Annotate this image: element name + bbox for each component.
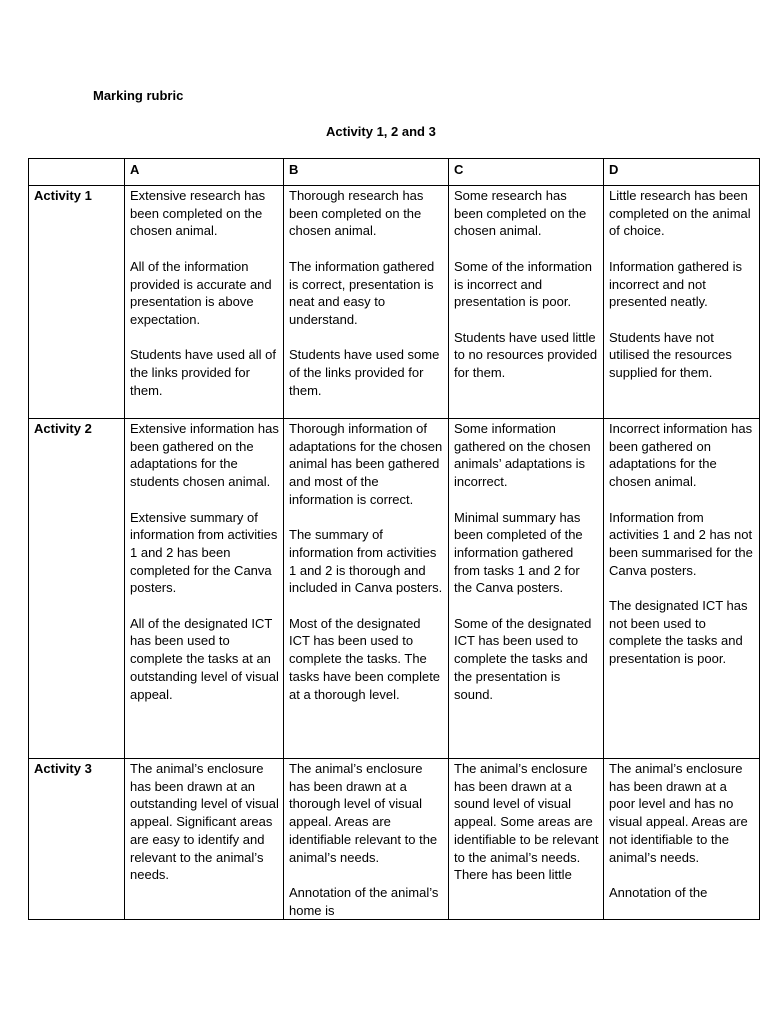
rubric-cell [284, 419, 449, 759]
table-row-activity-1 [29, 186, 760, 419]
header-cell-d: D [604, 159, 760, 186]
cell-paragraph: Most of the designated ICT has been used to complete the tasks. The tasks have been complete at a thorough level. [289, 615, 441, 702]
document-title: Marking rubric [93, 88, 184, 103]
rubric-cell [284, 759, 449, 920]
header-cell-b: B [284, 159, 449, 186]
cell-paragraph: Annotation of the animal’s home is [289, 884, 439, 918]
row-label-activity-1: Activity 1 [29, 186, 125, 419]
cell-paragraph: The designated ICT has not been used to complete the tasks and presentation is poor. [609, 598, 748, 667]
rubric-cell [604, 186, 760, 419]
table-row-activity-3 [29, 759, 760, 920]
cell-paragraph: Extensive research has been completed on the chosen animal. [130, 188, 266, 239]
cell-paragraph: Students have not utilised the resources supplied for them. [609, 329, 732, 380]
rubric-cell [125, 186, 284, 419]
cell-paragraph: Some information gathered on the chosen animals’ adaptations is incorrect. [454, 421, 591, 490]
cell-paragraph: Information from activities 1 and 2 has not been summarised for the Canva posters. [609, 509, 753, 578]
cell-paragraph: Students have used all of the links provided for them. [130, 347, 276, 398]
rubric-table [28, 158, 760, 920]
cell-paragraph: Students have used little to no resources provided for them. [454, 329, 598, 380]
rubric-cell [284, 186, 449, 419]
cell-paragraph: Minimal summary has been completed of the information gathered from tasks 1 and 2 for the Canva posters. [454, 509, 583, 596]
cell-paragraph: Extensive information has been gathered on the adaptations for the students chosen animal. [130, 421, 279, 490]
rubric-cell [125, 419, 284, 759]
header-cell-c: C [449, 159, 604, 186]
cell-paragraph: Incorrect information has been gathered on adaptations for the chosen animal. [609, 421, 753, 490]
rubric-cell [449, 759, 604, 920]
cell-paragraph: Some of the information is incorrect and presentation is poor. [454, 258, 593, 310]
cell-paragraph: Some research has been completed on the chosen animal. [454, 188, 587, 239]
rubric-cell [604, 759, 760, 920]
row-label-activity-2: Activity 2 [29, 419, 125, 759]
cell-paragraph: The animal’s enclosure has been drawn at an outstanding level of visual appeal. Significant areas are easy to identify and relevant to the animal’s needs. [130, 761, 279, 883]
rubric-cell [604, 419, 760, 759]
cell-paragraph: Thorough research has been completed on the chosen animal. [289, 188, 424, 239]
cell-paragraph: All of the information provided is accurate and presentation is above expectation. [130, 258, 272, 327]
cell-paragraph: The animal’s enclosure has been drawn at a sound level of visual appeal. Some areas are identifiable to be relevant to the animal’s needs. There has been little [454, 761, 599, 883]
cell-paragraph: Some of the designated ICT has been used to complete the tasks and the presentation is sound. [454, 615, 592, 702]
cell-paragraph: The animal’s enclosure has been drawn at a poor level and has no visual appeal. Areas are not identifiable to the animal’s needs. [609, 761, 748, 865]
cell-paragraph: The information gathered is correct, presentation is neat and easy to understand. [289, 258, 435, 327]
cell-paragraph: Thorough information of adaptations for the chosen animal has been gathered and most of the information is correct. [289, 421, 443, 507]
document-subtitle: Activity 1, 2 and 3 [326, 124, 436, 139]
cell-paragraph: Extensive summary of information from activities 1 and 2 has been completed for the Canva posters. [130, 509, 278, 596]
rubric-cell [449, 419, 604, 759]
cell-paragraph: Students have used some of the links provided for them. [289, 347, 440, 398]
cell-paragraph: Little research has been completed on the animal of choice. [609, 188, 751, 239]
rubric-cell [449, 186, 604, 419]
row-label-activity-3: Activity 3 [29, 759, 125, 920]
table-row-activity-2 [29, 419, 760, 759]
rubric-cell [125, 759, 284, 920]
header-cell-a: A [125, 159, 284, 186]
cell-paragraph: The animal’s enclosure has been drawn at a thorough level of visual appeal. Areas are identifiable relevant to the animal’s needs. [289, 761, 438, 865]
cell-paragraph: Information gathered is incorrect and not presented neatly. [609, 258, 742, 310]
header-row [29, 159, 760, 186]
header-cell-empty [29, 159, 125, 186]
cell-paragraph: Annotation of the [609, 884, 708, 900]
cell-paragraph: The summary of information from activities 1 and 2 is thorough and included in Canva posters. [289, 527, 443, 596]
cell-paragraph: All of the designated ICT has been used to complete the tasks at an outstanding level of visual appeal. [130, 615, 279, 702]
